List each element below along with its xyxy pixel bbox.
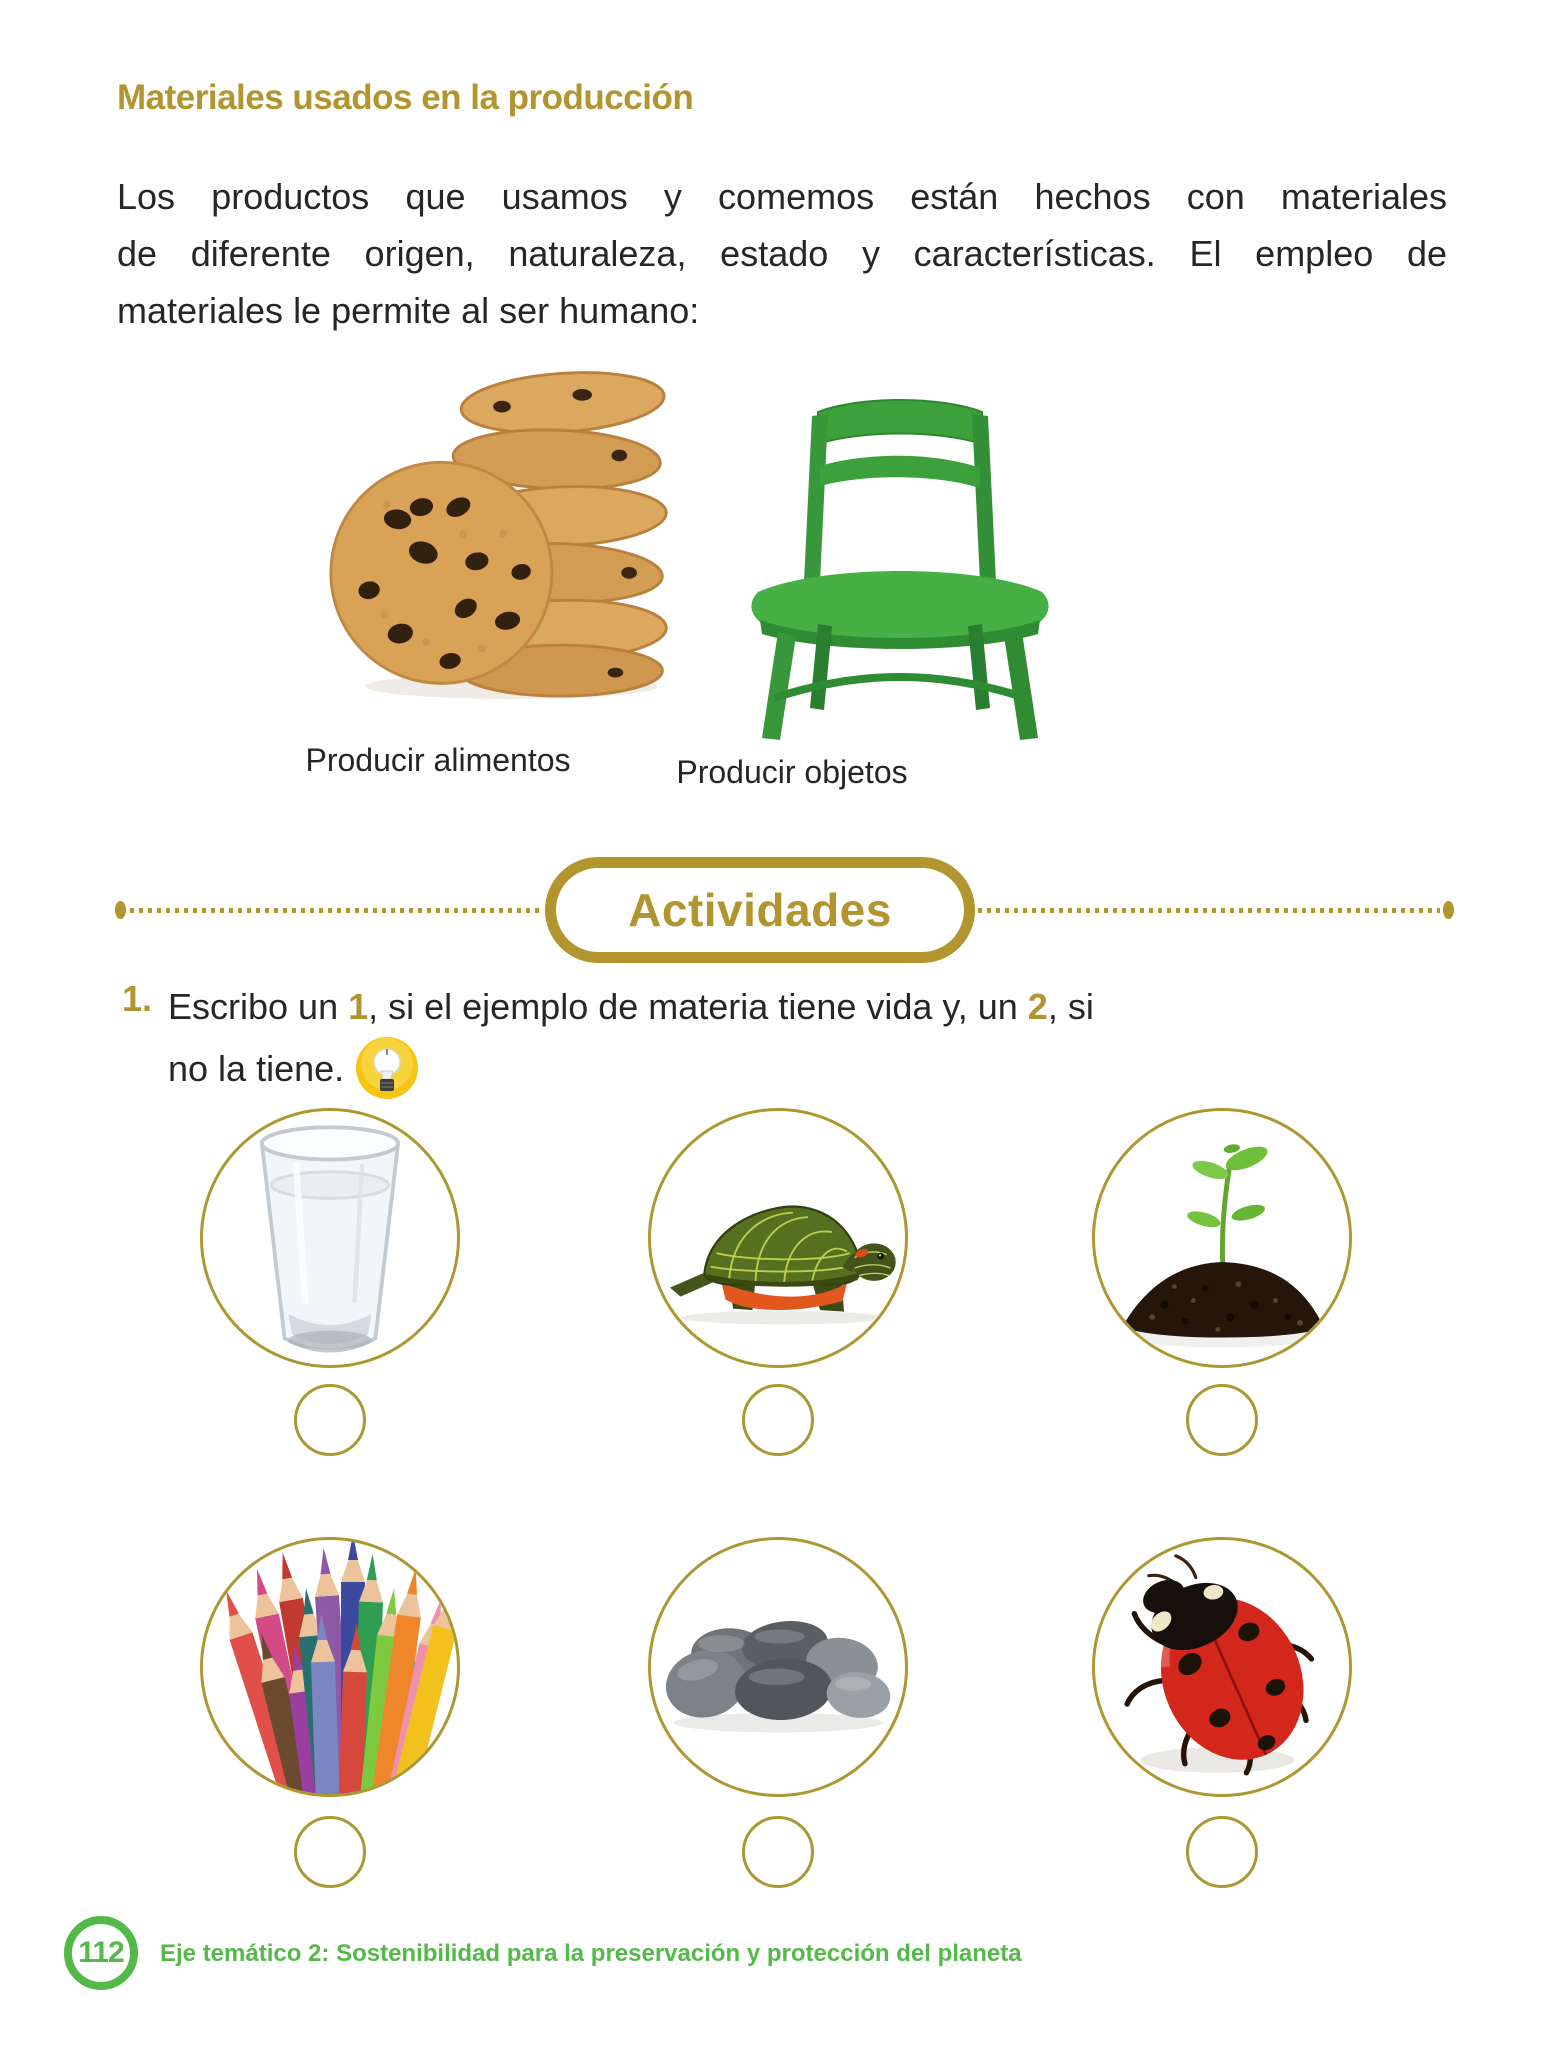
intro-line-1: Los productos que usamos y comemos están hechos con materiales bbox=[117, 176, 1447, 217]
page-number: 112 bbox=[78, 1936, 124, 1969]
page-title: Materiales usados en la producción bbox=[117, 78, 694, 117]
instruction-text-4: tiene. bbox=[256, 1048, 345, 1089]
colored-pencils-image bbox=[203, 1540, 457, 1794]
answer-circle-turtle[interactable] bbox=[742, 1384, 814, 1456]
item-circle-soil-with-sprout bbox=[1092, 1108, 1352, 1368]
item-circle-ladybug bbox=[1092, 1537, 1352, 1797]
answer-circle-glass-of-water[interactable] bbox=[294, 1384, 366, 1456]
footer-theme-text: Eje temático 2: Sostenibilidad para la preservación y protección del planeta bbox=[160, 1940, 1022, 1967]
turtle-image bbox=[658, 1187, 898, 1329]
lightbulb-icon bbox=[354, 1035, 420, 1117]
intro-line-3: materiales le permite al ser humano: bbox=[117, 290, 700, 331]
caption-producir-objetos: Producir objetos bbox=[676, 754, 908, 790]
instruction-text-1: Escribo un bbox=[168, 986, 349, 1027]
instruction-text-2: , si el ejemplo de materia tiene vida y, un bbox=[368, 986, 1028, 1027]
page-number-badge bbox=[64, 1916, 138, 1990]
intro-paragraph bbox=[117, 168, 1447, 339]
item-circle-stones bbox=[648, 1537, 908, 1797]
item-circle-turtle bbox=[648, 1108, 908, 1368]
answer-circle-soil-with-sprout[interactable] bbox=[1186, 1384, 1258, 1456]
instruction-value-1: 1 bbox=[348, 986, 369, 1027]
answer-circle-stones[interactable] bbox=[742, 1816, 814, 1888]
glass-of-water-image bbox=[235, 1115, 425, 1361]
answer-circle-ladybug[interactable] bbox=[1186, 1816, 1258, 1888]
soil-with-sprout-image bbox=[1107, 1135, 1337, 1361]
activity-instruction bbox=[168, 978, 1098, 1117]
item-circle-colored-pencils bbox=[200, 1537, 460, 1797]
stones-image bbox=[660, 1606, 896, 1738]
divider-end-dot-right bbox=[1443, 901, 1454, 919]
item-circle-glass-of-water bbox=[200, 1108, 460, 1368]
instruction-value-2: 2 bbox=[1027, 986, 1048, 1027]
caption-producir-alimentos: Producir alimentos bbox=[305, 742, 571, 778]
answer-circle-colored-pencils[interactable] bbox=[294, 1816, 366, 1888]
intro-line-2: de diferente origen, naturaleza, estado y características. El empleo de bbox=[117, 233, 1447, 274]
dotted-divider-right bbox=[978, 908, 1440, 913]
activities-banner bbox=[545, 857, 975, 963]
instruction-text-3: , si no la bbox=[168, 986, 1094, 1089]
divider-end-dot-left bbox=[115, 901, 126, 919]
ladybug-image bbox=[1109, 1545, 1335, 1789]
activity-number: 1. bbox=[122, 978, 153, 1019]
dotted-divider-left bbox=[130, 908, 542, 913]
green-chair-image bbox=[700, 392, 1100, 742]
activities-banner-label: Actividades bbox=[628, 884, 892, 936]
cookies-image bbox=[326, 338, 678, 706]
